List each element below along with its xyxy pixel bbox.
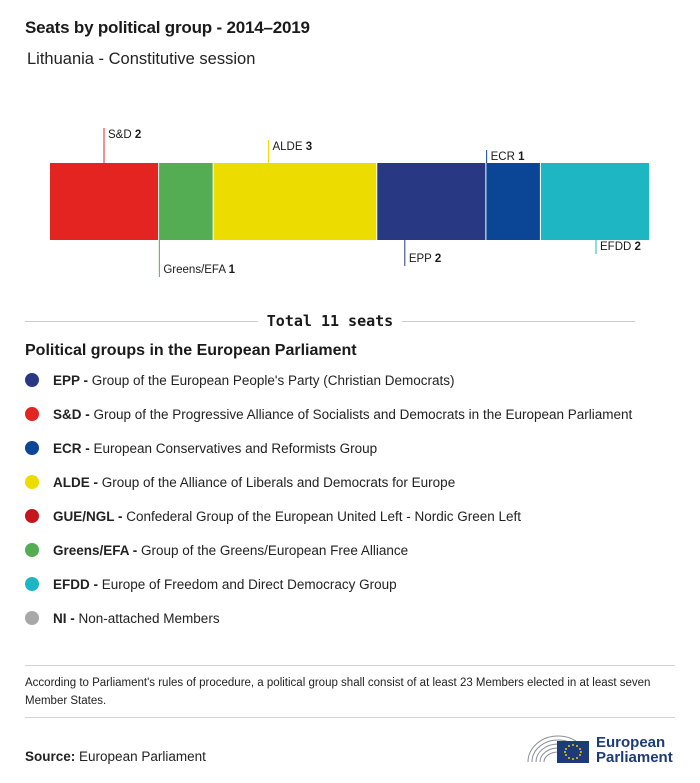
legend-item xyxy=(25,473,685,507)
source-label: Source: xyxy=(25,749,76,764)
legend-name: Europe of Freedom and Direct Democracy Group xyxy=(98,577,397,592)
footnote: According to Parliament's rules of procedure, a political group shall consist of at least 23 Members elected in at least seven Member States. xyxy=(25,677,651,707)
legend-list xyxy=(25,371,685,643)
logo-line-1: European xyxy=(596,734,666,751)
bar-segment xyxy=(50,163,158,240)
source-line xyxy=(25,749,206,764)
bar-label: ALDE 3 xyxy=(272,141,313,153)
bar-segment xyxy=(377,163,485,240)
logo-line-2: Parliament xyxy=(596,749,673,766)
bar-label: ECR 1 xyxy=(490,151,525,163)
divider-bottom xyxy=(25,717,675,718)
bar-label: EFDD 2 xyxy=(600,241,641,253)
legend-item xyxy=(25,541,685,575)
legend-swatch xyxy=(25,611,39,625)
hemicycle-eu-flag-icon xyxy=(524,728,592,768)
legend-item xyxy=(25,371,685,405)
legend-swatch xyxy=(25,407,39,421)
legend-name: Confederal Group of the European United Left - Nordic Green Left xyxy=(122,509,521,524)
legend-abbr: ALDE - xyxy=(53,475,98,490)
bar-segment xyxy=(159,163,213,240)
legend-item xyxy=(25,609,685,643)
legend-abbr: EPP - xyxy=(53,373,89,388)
european-parliament-logo xyxy=(524,728,684,768)
source-value: European Parliament xyxy=(79,749,206,764)
legend-abbr: EFDD - xyxy=(53,577,98,592)
legend-item xyxy=(25,507,685,541)
bar-label: EPP 2 xyxy=(408,253,442,265)
legend-name: Non-attached Members xyxy=(74,611,220,626)
legend-abbr: GUE/NGL - xyxy=(53,509,123,524)
legend-name: Group of the Greens/European Free Alliance xyxy=(137,543,409,558)
bar-segment xyxy=(541,163,649,240)
legend-item xyxy=(25,439,685,473)
legend-abbr: NI - xyxy=(53,611,75,626)
bar-segment xyxy=(486,163,540,240)
total-seats-row xyxy=(25,310,635,332)
legend-item xyxy=(25,405,685,439)
total-seats-label: Total 11 seats xyxy=(258,312,402,330)
divider-top xyxy=(25,665,675,666)
legend-name: Group of the European People's Party (Christian Democrats) xyxy=(88,373,455,388)
legend-swatch xyxy=(25,543,39,557)
chart-subtitle: Lithuania - Constitutive session xyxy=(27,50,256,68)
legend-swatch xyxy=(25,475,39,489)
legend-abbr: Greens/EFA - xyxy=(53,543,138,558)
bar-label: Greens/EFA 1 xyxy=(163,264,235,276)
legend-swatch xyxy=(25,441,39,455)
legend-name: Group of the Progressive Alliance of Socialists and Democrats in the European Parliament xyxy=(89,407,633,422)
legend-abbr: S&D - xyxy=(53,407,90,422)
bar-label: S&D 2 xyxy=(108,129,142,141)
seats-stacked-bar-chart xyxy=(0,100,700,300)
bar-segment xyxy=(214,163,377,240)
chart-title: Seats by political group - 2014–2019 xyxy=(25,18,310,37)
legend-swatch xyxy=(25,577,39,591)
legend-swatch xyxy=(25,509,39,523)
legend-name: European Conservatives and Reformists Group xyxy=(89,441,378,456)
legend-swatch xyxy=(25,373,39,387)
legend-abbr: ECR - xyxy=(53,441,90,456)
legend-item xyxy=(25,575,685,609)
legend-name: Group of the Alliance of Liberals and Democrats for Europe xyxy=(98,475,456,490)
legend-heading: Political groups in the European Parliament xyxy=(25,342,357,359)
